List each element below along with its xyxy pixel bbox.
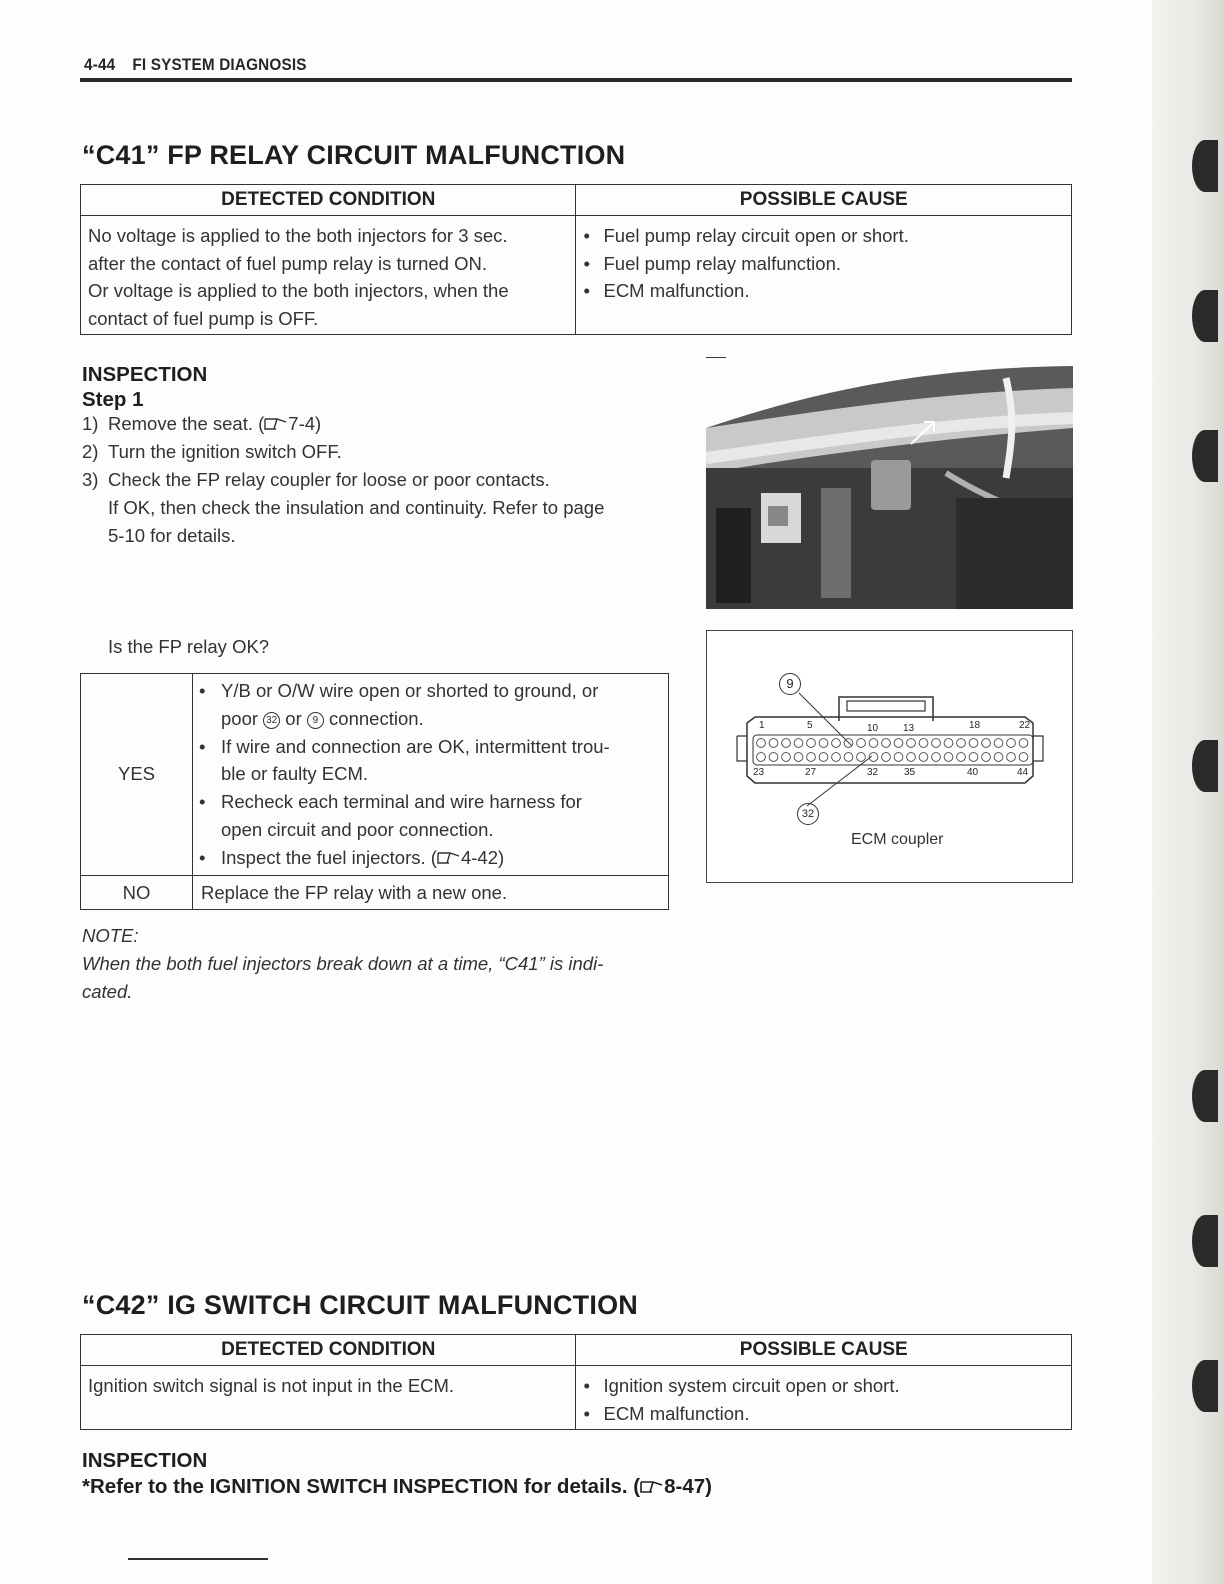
note-block [82, 922, 682, 1006]
note-label: NOTE: [82, 925, 139, 946]
coupler-pin [807, 753, 816, 762]
c42-cause-item: • Ignition system circuit open or short. [583, 1372, 1063, 1400]
coupler-pin [1007, 739, 1016, 748]
inspection2-block [82, 1448, 712, 1500]
coupler-pin [807, 739, 816, 748]
coupler-pin [1019, 753, 1028, 762]
no-label: NO [81, 875, 193, 910]
c41-cause-cell [576, 216, 1072, 335]
coupler-pin [919, 753, 928, 762]
c42-title: “C42” IG SWITCH CIRCUIT MALFUNCTION [82, 1290, 638, 1320]
binder-hole [1192, 140, 1218, 192]
reference-hand-icon [437, 851, 461, 865]
c42-cause-item: • ECM malfunction. [583, 1400, 1063, 1428]
c41-detected-cell [81, 216, 576, 335]
coupler-pin [882, 739, 891, 748]
inspection-heading: INSPECTION [82, 363, 208, 386]
coupler-pin [769, 753, 778, 762]
fp-relay-photo [706, 358, 1073, 609]
reference-hand-icon [264, 417, 288, 431]
header-rule [80, 78, 1072, 82]
coupler-pin [782, 739, 791, 748]
pin-number: 35 [904, 767, 916, 778]
yes-actions [193, 674, 669, 876]
binder-hole [1192, 430, 1218, 482]
inspection-item-1: 1) Remove the seat. ( 7-4) [82, 413, 322, 434]
pin-number: 44 [1017, 767, 1029, 778]
coupler-pin [832, 753, 841, 762]
callout-pin-9: 9 [779, 673, 801, 695]
binder-hole [1192, 1070, 1218, 1122]
coupler-pin [919, 739, 928, 748]
coupler-pin [969, 753, 978, 762]
binder-hole [1192, 1215, 1218, 1267]
c41-detected-line: contact of fuel pump is OFF. [88, 307, 319, 329]
pin-number: 18 [969, 720, 981, 731]
inspection-followup-2: 5-10 for details. [108, 525, 236, 546]
coupler-pin [832, 739, 841, 748]
coupler-pin [894, 753, 903, 762]
yes-item: • If wire and connection are OK, intermittent trou- ble or faulty ECM. [199, 733, 660, 789]
c42-cause-header: POSSIBLE CAUSE [576, 1335, 1072, 1366]
note-line-2: cated. [82, 981, 133, 1002]
binder-hole [1192, 290, 1218, 342]
coupler-pin [844, 753, 853, 762]
coupler-pin [1007, 753, 1016, 762]
c41-detected-header: DETECTED CONDITION [81, 185, 576, 216]
coupler-pin [1019, 739, 1028, 748]
coupler-pin [994, 739, 1003, 748]
pin-number: 23 [753, 767, 765, 778]
coupler-pin [869, 739, 878, 748]
c41-cause-header: POSSIBLE CAUSE [576, 185, 1072, 216]
c42-title-wrap [82, 1290, 638, 1321]
inspection-block [82, 362, 682, 550]
coupler-pin [819, 739, 828, 748]
c41-cause-item: • Fuel pump relay malfunction. [583, 250, 1063, 278]
c41-detected-line: No voltage is applied to the both injectors for 3 sec. [88, 225, 508, 246]
inspection2-ref: *Refer to the IGNITION SWITCH INSPECTION for details. ( 8-47) [82, 1475, 712, 1498]
pin-number: 32 [867, 767, 879, 778]
coupler-pin [882, 753, 891, 762]
c41-detected-line: Or voltage is applied to the both injectors, when the [88, 280, 509, 301]
coupler-pin [757, 753, 766, 762]
ecm-coupler-diagram [706, 630, 1073, 883]
relay-question: Is the FP relay OK? [108, 636, 270, 657]
c41-condition-table [80, 184, 1072, 335]
coupler-pin [932, 753, 941, 762]
coupler-caption: ECM coupler [851, 831, 944, 848]
c41-title: “C41” FP RELAY CIRCUIT MALFUNCTION [82, 140, 626, 170]
coupler-pin [794, 753, 803, 762]
pin-number: 40 [967, 767, 979, 778]
inspection2-heading: INSPECTION [82, 1449, 208, 1472]
yes-item: • Recheck each terminal and wire harness for open circuit and poor connection. [199, 788, 660, 844]
pin-number: 27 [805, 767, 817, 778]
c42-condition-table [80, 1334, 1072, 1430]
coupler-pin [794, 739, 803, 748]
coupler-pin [769, 739, 778, 748]
coupler-pin [982, 739, 991, 748]
coupler-pin [932, 739, 941, 748]
coupler-pins [757, 739, 1028, 762]
coupler-pin [944, 739, 953, 748]
note-line-1: When the both fuel injectors break down at a time, “C41” is indi- [82, 953, 604, 974]
decision-table [80, 673, 669, 910]
reference-hand-icon [640, 1480, 664, 1494]
binder-edge [1152, 0, 1224, 1584]
pin-number: 22 [1019, 720, 1031, 731]
c41-detected-line: after the contact of fuel pump relay is turned ON. [88, 252, 487, 274]
footer-rule [128, 1558, 268, 1560]
c41-cause-item: • Fuel pump relay circuit open or short. [583, 222, 1063, 250]
no-action: Replace the FP relay with a new one. [193, 875, 669, 910]
circled-number: 9 [307, 712, 324, 729]
coupler-pin [944, 753, 953, 762]
inspection-item-3: 3) Check the FP relay coupler for loose or poor contacts. [82, 469, 550, 490]
yes-item: • Inspect the fuel injectors. ( 4-42) [199, 844, 660, 872]
pin-number: 13 [903, 723, 915, 734]
pin-number: 5 [807, 720, 813, 731]
pin-number: 1 [759, 720, 765, 731]
c41-title-wrap [82, 140, 625, 171]
coupler-pin [957, 739, 966, 748]
coupler-pin [894, 739, 903, 748]
step-heading: Step 1 [82, 388, 144, 411]
callout-pin-32: 32 [797, 803, 819, 825]
coupler-pin [957, 753, 966, 762]
inspection-followup: If OK, then check the insulation and continuity. Refer to page [108, 497, 605, 518]
pin-number: 10 [867, 723, 879, 734]
c42-detected-cell [81, 1366, 576, 1430]
inspection-item-2: 2) Turn the ignition switch OFF. [82, 441, 342, 462]
coupler-pin [857, 739, 866, 748]
coupler-pin [969, 739, 978, 748]
coupler-pin [994, 753, 1003, 762]
c42-detected-line: Ignition switch signal is not input in the ECM. [88, 1375, 455, 1396]
section-title: FI SYSTEM DIAGNOSIS [132, 55, 307, 74]
coupler-pin [782, 753, 791, 762]
binder-hole [1192, 1360, 1218, 1412]
coupler-pin [819, 753, 828, 762]
coupler-pin [857, 753, 866, 762]
c41-cause-item: • ECM malfunction. [583, 277, 1063, 305]
yes-item: • Y/B or O/W wire open or shorted to ground, or poor 32 or 9 connection. [199, 677, 660, 733]
coupler-pin [757, 739, 766, 748]
coupler-pin [907, 753, 916, 762]
page-header [84, 55, 307, 75]
coupler-pin [907, 739, 916, 748]
circled-number: 32 [263, 712, 280, 729]
coupler-pin [982, 753, 991, 762]
binder-hole [1192, 740, 1218, 792]
page-number: 4-44 [84, 55, 116, 74]
c42-cause-cell [576, 1366, 1072, 1430]
c42-detected-header: DETECTED CONDITION [81, 1335, 576, 1366]
yes-label: YES [81, 674, 193, 876]
